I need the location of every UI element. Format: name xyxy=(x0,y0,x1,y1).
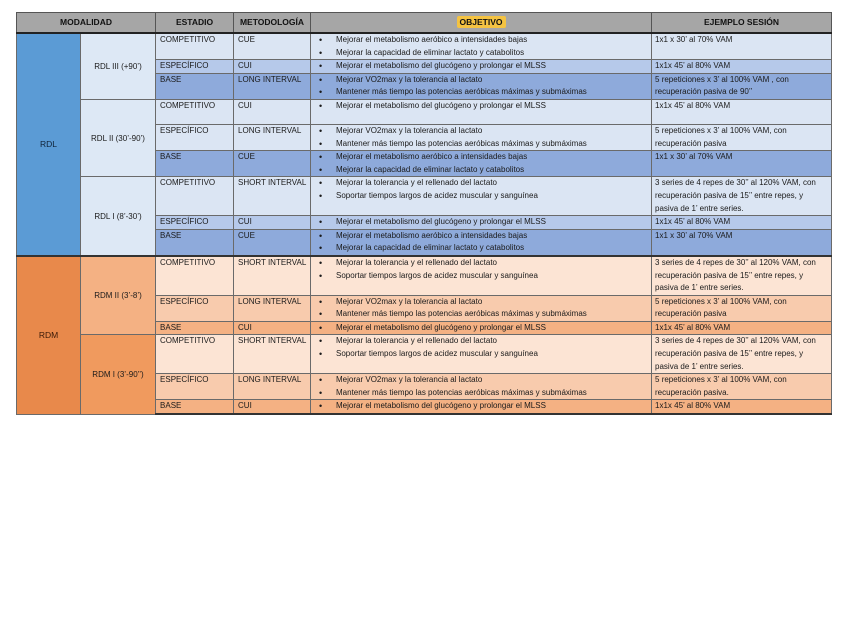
list-item: • Mejorar la tolerancia y el rellenado del lactato xyxy=(314,335,648,348)
list-item: • Mantener más tiempo las potencias aeróbicas máximas y submáximas xyxy=(314,138,648,151)
list-item: • Mejorar la capacidad de eliminar lactato y catabolitos xyxy=(314,242,648,255)
ejemplo-cell: 1x1 x 30’ al 70% VAM xyxy=(652,229,832,256)
list-item: • Mejorar la capacidad de eliminar lactato y catabolitos xyxy=(314,164,648,177)
estadio-cell: BASE xyxy=(156,229,234,256)
header-row xyxy=(17,13,832,34)
estadio-cell: ESPECÍFICO xyxy=(156,216,234,230)
list-item: • Mejorar el metabolismo del glucógeno y prolongar el MLSS xyxy=(314,400,648,413)
ejemplo-cell: 3 series de 4 repes de 30’’ al 120% VAM, con recuperación pasiva de 15’’ entre repes, y pasiva de 1’ entre series. xyxy=(652,177,832,216)
list-item: • Mejorar el metabolismo del glucógeno y prolongar el MLSS xyxy=(314,322,648,335)
estadio-cell: BASE xyxy=(156,151,234,177)
estadio-cell: ESPECÍFICO xyxy=(156,124,234,150)
estadio-cell: BASE xyxy=(156,400,234,414)
objetivo-cell xyxy=(311,295,652,321)
objetivo-cell xyxy=(311,60,652,74)
list-item: • Mejorar el metabolismo aeróbico a intensidades bajas xyxy=(314,34,648,47)
list-item: • Mejorar el metabolismo aeróbico a intensidades bajas xyxy=(314,230,648,243)
metodo-cell: CUI xyxy=(234,400,311,414)
subgroup-rdl-i: RDL I (8’-30’) xyxy=(81,177,156,256)
estadio-cell: COMPETITIVO xyxy=(156,256,234,295)
table-row xyxy=(17,256,832,295)
estadio-cell: ESPECÍFICO xyxy=(156,60,234,74)
metodo-cell: SHORT INTERVAL xyxy=(234,256,311,295)
header-metodologia: METODOLOGÍA xyxy=(234,13,311,34)
list-item: • Mejorar VO2max y la tolerancia al lactato xyxy=(314,125,648,138)
subgroup-rdl-iii: RDL III (+90’) xyxy=(81,33,156,99)
subgroup-rdl-ii: RDL II (30’-90’) xyxy=(81,99,156,176)
objetivo-highlight: OBJETIVO xyxy=(457,16,506,28)
metodo-cell: SHORT INTERVAL xyxy=(234,335,311,374)
estadio-cell: COMPETITIVO xyxy=(156,335,234,374)
estadio-cell: BASE xyxy=(156,321,234,335)
list-item: • Mejorar VO2max y la tolerancia al lactato xyxy=(314,74,648,87)
metodo-cell: LONG INTERVAL xyxy=(234,73,311,99)
ejemplo-cell: 1x1x 45’ al 80% VAM xyxy=(652,321,832,335)
ejemplo-cell: 1x1 x 30’ al 70% VAM xyxy=(652,33,832,60)
objetivo-cell xyxy=(311,229,652,256)
list-item: • Soportar tiempos largos de acidez muscular y sanguínea xyxy=(314,190,648,203)
metodo-cell: CUE xyxy=(234,151,311,177)
ejemplo-cell: 1x1 x 30’ al 70% VAM xyxy=(652,151,832,177)
list-item: • Mantener más tiempo las potencias aeróbicas máximas y submáximas xyxy=(314,86,648,99)
list-item: • Mejorar el metabolismo del glucógeno y prolongar el MLSS xyxy=(314,60,648,73)
objetivo-cell xyxy=(311,256,652,295)
estadio-cell: COMPETITIVO xyxy=(156,33,234,60)
list-item: • Mantener más tiempo las potencias aeróbicas máximas y submáximas xyxy=(314,387,648,400)
list-item: • Mejorar VO2max y la tolerancia al lactato xyxy=(314,374,648,387)
ejemplo-cell: 3 series de 4 repes de 30’’ al 120% VAM, con recuperación pasiva de 15’’ entre repes, y pasiva de 1’ entre series. xyxy=(652,256,832,295)
list-item: • Mejorar la tolerancia y el rellenado del lactato xyxy=(314,177,648,190)
ejemplo-cell: 1x1x 45’ al 80% VAM xyxy=(652,400,832,414)
list-item: • Mejorar el metabolismo del glucógeno y prolongar el MLSS xyxy=(314,100,648,113)
ejemplo-cell: 1x1x 45’ al 80% VAM xyxy=(652,99,832,124)
metodo-cell: CUI xyxy=(234,60,311,74)
list-item: • Soportar tiempos largos de acidez muscular y sanguínea xyxy=(314,270,648,283)
ejemplo-cell: 1x1x 45’ al 80% VAM xyxy=(652,216,832,230)
subgroup-rdm-ii: RDM II (3’-8’) xyxy=(81,256,156,335)
objetivo-cell xyxy=(311,400,652,414)
table-row xyxy=(17,33,832,60)
objetivo-cell xyxy=(311,321,652,335)
metodo-cell: LONG INTERVAL xyxy=(234,295,311,321)
list-item: • Mantener más tiempo las potencias aeróbicas máximas y submáximas xyxy=(314,308,648,321)
objetivo-cell xyxy=(311,151,652,177)
objetivo-cell xyxy=(311,124,652,150)
metodo-cell: SHORT INTERVAL xyxy=(234,177,311,216)
objetivo-cell xyxy=(311,177,652,216)
estadio-cell: COMPETITIVO xyxy=(156,99,234,124)
modalidad-rdl: RDL xyxy=(17,33,81,256)
metodo-cell: CUI xyxy=(234,321,311,335)
list-item: • Mejorar el metabolismo aeróbico a intensidades bajas xyxy=(314,151,648,164)
metodo-cell: CUI xyxy=(234,216,311,230)
objetivo-cell xyxy=(311,99,652,124)
modalidad-rdm: RDM xyxy=(17,256,81,414)
objetivo-cell xyxy=(311,73,652,99)
list-item: • Mejorar la tolerancia y el rellenado del lactato xyxy=(314,257,648,270)
estadio-cell: ESPECÍFICO xyxy=(156,295,234,321)
table-row xyxy=(17,177,832,216)
metodo-cell: LONG INTERVAL xyxy=(234,124,311,150)
ejemplo-cell: 3 series de 4 repes de 30’’ al 120% VAM, con recuperación pasiva de 15’’ entre repes, y pasiva de 1’ entre series. xyxy=(652,335,832,374)
list-item: • Mejorar la capacidad de eliminar lactato y catabolitos xyxy=(314,47,648,60)
ejemplo-cell: 5 repeticiones x 3’ al 100% VAM, con recuperación pasiva. xyxy=(652,374,832,400)
list-item: • Soportar tiempos largos de acidez muscular y sanguínea xyxy=(314,348,648,361)
objetivo-cell xyxy=(311,374,652,400)
table-row xyxy=(17,335,832,374)
subgroup-rdm-i: RDM I (3’-90’’) xyxy=(81,335,156,414)
header-ejemplo: EJEMPLO SESIÓN xyxy=(652,13,832,34)
ejemplo-cell: 5 repeticiones x 3’ al 100% VAM, con recuperación pasiva xyxy=(652,295,832,321)
list-item: • Mejorar VO2max y la tolerancia al lactato xyxy=(314,296,648,309)
table-row xyxy=(17,99,832,124)
ejemplo-cell: 1x1x 45’ al 80% VAM xyxy=(652,60,832,74)
ejemplo-cell: 5 repeticiones x 3’ al 100% VAM , con recuperación pasiva de 90’’ xyxy=(652,73,832,99)
estadio-cell: COMPETITIVO xyxy=(156,177,234,216)
estadio-cell: ESPECÍFICO xyxy=(156,374,234,400)
metodo-cell: CUE xyxy=(234,33,311,60)
metodo-cell: CUI xyxy=(234,99,311,124)
metodo-cell: CUE xyxy=(234,229,311,256)
objetivo-cell xyxy=(311,335,652,374)
metodo-cell: LONG INTERVAL xyxy=(234,374,311,400)
header-modalidad: MODALIDAD xyxy=(17,13,156,34)
ejemplo-cell: 5 repeticiones x 3’ al 100% VAM, con recuperación pasiva xyxy=(652,124,832,150)
objetivo-cell xyxy=(311,33,652,60)
estadio-cell: BASE xyxy=(156,73,234,99)
header-objetivo xyxy=(311,13,652,34)
list-item: • Mejorar el metabolismo del glucógeno y prolongar el MLSS xyxy=(314,216,648,229)
training-table xyxy=(16,12,832,415)
objetivo-cell xyxy=(311,216,652,230)
header-estadio: ESTADIO xyxy=(156,13,234,34)
